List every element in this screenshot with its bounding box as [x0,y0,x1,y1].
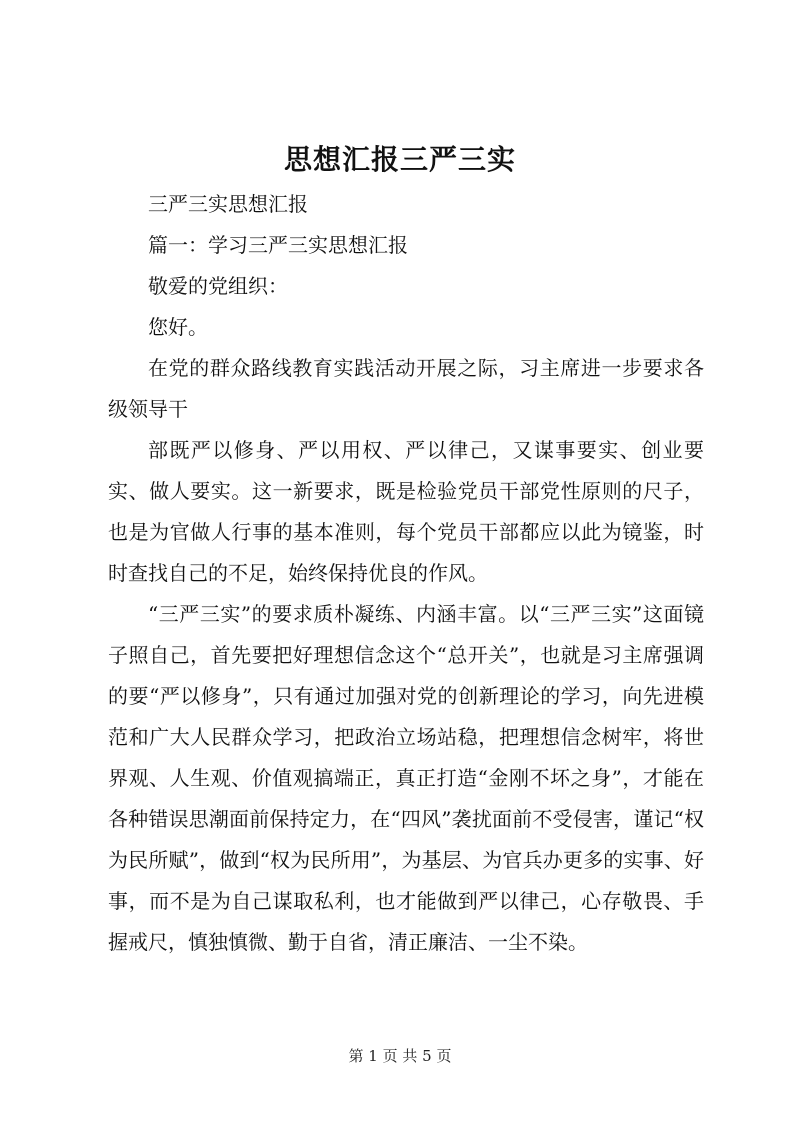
body-paragraph: 在党的群众路线教育实践活动开展之际，习主席进一步要求各级领导干 [108,356,704,421]
greeting-paragraph: 您好。 [148,315,208,339]
document-title: 思想汇报三严三实 [283,143,516,176]
document-body [108,184,704,963]
page-footer: 第 1 页 共 5 页 [348,1047,452,1065]
salutation-paragraph: 敬爱的党组织： [148,274,288,298]
body-paragraph: 部既严以修身、严以用权、严以律己，又谋事要实、创业要实、做人要实。这一新要求，既是检验党员干部党性原则的尺子，也是为官做人行事的基本准则，每个党员干部都应以此为镜鉴，时时查找自己的不足，始终保持优良的作风。 [108,438,704,585]
body-paragraph: “三严三实”的要求质朴凝练、内涵丰富。以“三严三实”这面镜子照自己，首先要把好理想信念这个“总开关”，也就是习主席强调的要“严以修身”，只有通过加强对党的创新理论的学习，向先进模范和广大人民群众学习，把政治立场站稳，把理想信念树牢，将世界观、人生观、价值观搞端正，真正打造“金刚不坏之身”，才能在各种错误思潮面前保持定力，在“四风”袭扰面前不受侵害，谨记“权为民所赋”，做到“权为民所用”，为基层、为官兵办更多的实事、好事，而不是为自己谋取私利，也才能做到严以律己，心存敬畏、手握戒尺，慎独慎微、勤于自省，清正廉洁、一尘不染。 [108,602,704,954]
subtitle-paragraph: 三严三实思想汇报 [148,192,308,216]
section-heading-paragraph: 篇一：学习三严三实思想汇报 [148,233,408,257]
